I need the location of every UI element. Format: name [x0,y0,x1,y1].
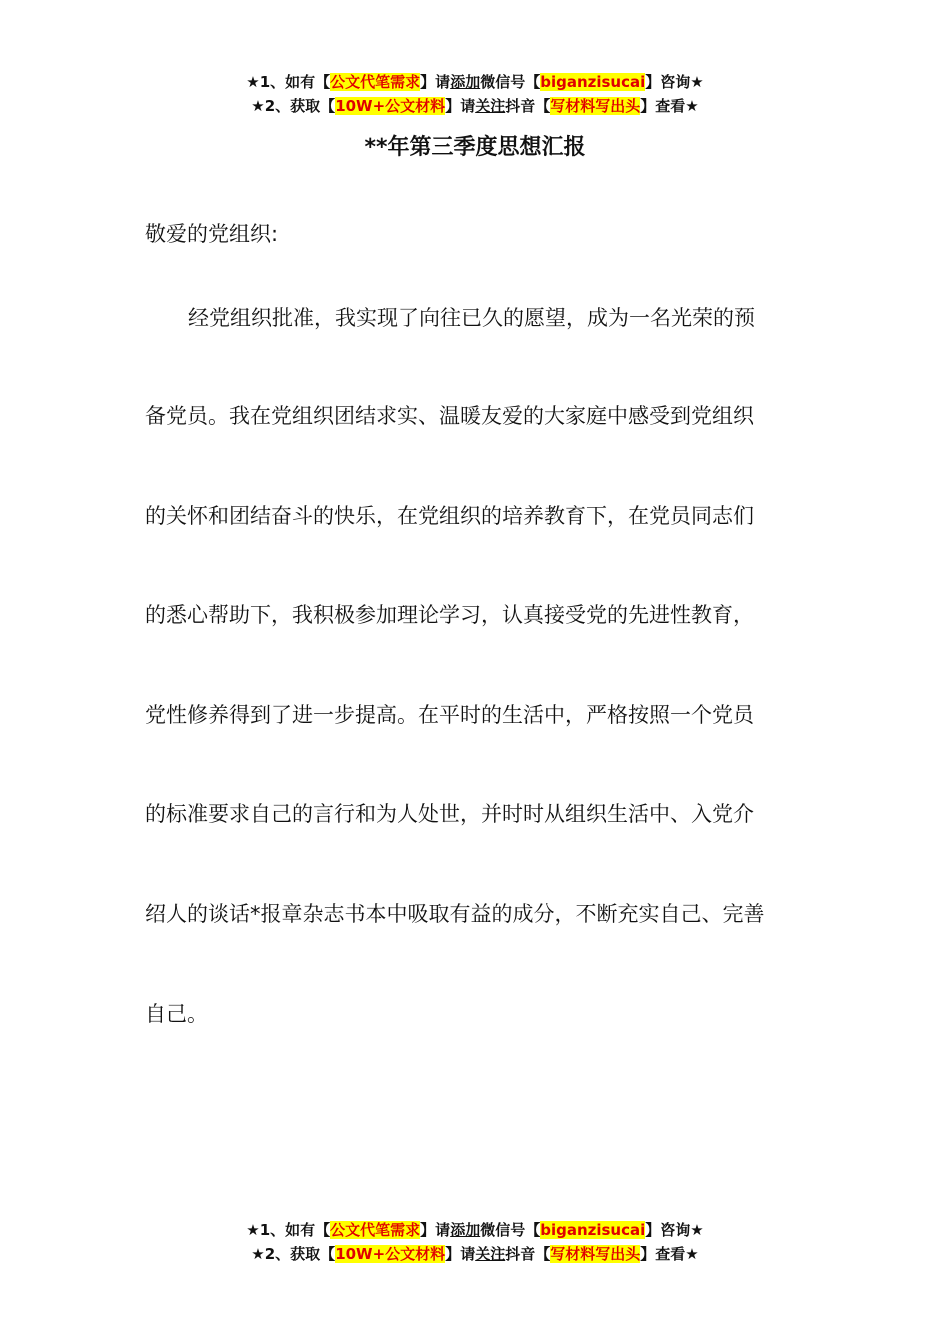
banner-text: 】请 [445,97,476,115]
banner-line-1 [0,70,950,94]
document-title: **年第三季度思想汇报 [364,135,586,160]
banner-text: ★1、如有【 [246,1221,331,1239]
banner-line-1 [0,1218,950,1242]
banner-underline-text: 关注 [475,1245,506,1263]
banner-text: 】咨询★ [645,73,704,91]
paragraph-line: 绍人的谈话*报章杂志书本中吸取有益的成分，不断充实自己、完善 [145,902,765,926]
paragraph-line: 党性修养得到了进一步提高。在平时的生活中，严格按照一个党员 [145,703,754,727]
paragraph-line: 的悉心帮助下，我积极参加理论学习，认真接受党的先进性教育， [145,603,754,627]
banner-text: ★2、获取【 [251,97,336,115]
highlight-materials: 10W+公文材料 [335,1245,446,1263]
highlight-douyin-account: 写材料写出头 [550,97,641,115]
banner-text: 】请 [445,1245,476,1263]
paragraph-line: 的关怀和团结奋斗的快乐，在党组织的培养教育下，在党员同志们 [145,504,754,528]
paragraph-line: 经党组织批准，我实现了向往已久的愿望，成为一名光荣的预 [188,306,755,330]
highlight-wechat-id: biganzisucai [540,73,646,91]
salutation: 敬爱的党组织: [145,222,279,246]
banner-line-2 [0,1242,950,1266]
header-banner [0,70,950,118]
banner-underline-text: 添加 [450,73,481,91]
paragraph-line: 自己。 [145,1002,208,1026]
banner-text: 抖音【 [505,97,551,115]
banner-text: 】查看★ [640,97,699,115]
banner-underline-text: 添加 [450,1221,481,1239]
banner-text: 】请 [420,73,451,91]
banner-text: 】请 [420,1221,451,1239]
banner-text: 】查看★ [640,1245,699,1263]
highlight-douyin-account: 写材料写出头 [550,1245,641,1263]
banner-line-2 [0,94,950,118]
banner-text: 微信号【 [480,73,541,91]
highlight-wechat-id: biganzisucai [540,1221,646,1239]
banner-text: 微信号【 [480,1221,541,1239]
highlight-materials: 10W+公文材料 [335,97,446,115]
highlight-service: 公文代笔需求 [330,73,421,91]
highlight-service: 公文代笔需求 [330,1221,421,1239]
banner-text: ★2、获取【 [251,1245,336,1263]
banner-text: 抖音【 [505,1245,551,1263]
paragraph-line: 备党员。我在党组织团结求实、温暖友爱的大家庭中感受到党组织 [145,404,754,428]
banner-text: 】咨询★ [645,1221,704,1239]
paragraph-line: 的标准要求自己的言行和为人处世，并时时从组织生活中、入党介 [145,802,754,826]
banner-underline-text: 关注 [475,97,506,115]
banner-text: ★1、如有【 [246,73,331,91]
footer-banner [0,1218,950,1266]
